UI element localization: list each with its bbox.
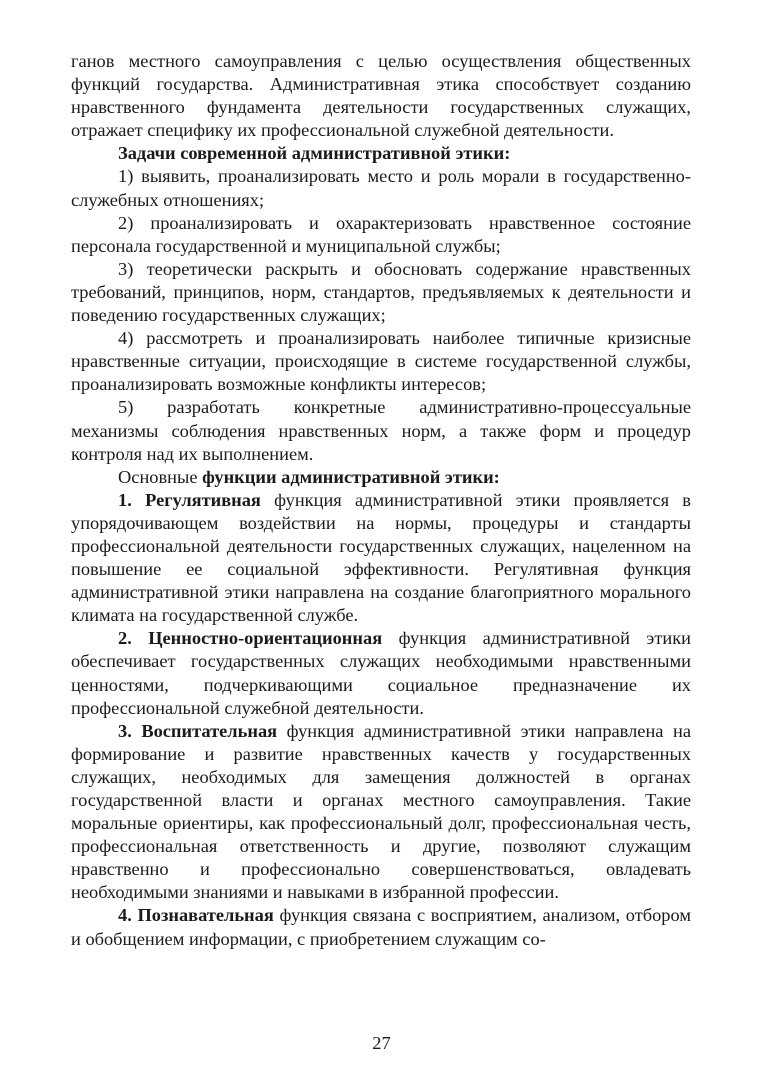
functions-heading-bold: функции административной этики:	[202, 466, 500, 487]
function-item	[71, 904, 691, 950]
page-number: 27	[372, 1033, 391, 1053]
task-item: 2) проанализировать и охарактеризовать нравственное состояние персонала государственной и муниципальной службы;	[71, 212, 691, 256]
function-term: 4. Познавательная	[118, 905, 274, 926]
functions-heading	[71, 466, 691, 489]
function-item	[71, 627, 691, 719]
function-term: 3. Воспитательная	[118, 720, 278, 741]
functions-heading-plain: Основные	[118, 466, 203, 487]
function-item	[71, 720, 691, 905]
paragraph: ганов местного самоуправления с целью осуществления общественных функций государства. Административная этика способствует созданию нравственного фундамента деятельности государственных служащих, отражает специфику их профессиональной служебной деятельности.	[71, 51, 691, 141]
tasks-heading: Задачи современной административной этики:	[118, 143, 511, 164]
task-item: 5) разработать конкретные административно-процессуальные механизмы соблюдения нравственных норм, а также форм и процедур контроля над их выполнением.	[71, 397, 691, 464]
task-item: 4) рассмотреть и проанализировать наиболее типичные кризисные нравственные ситуации, происходящие в системе государственной службы, проанализировать возможные конфликты интересов;	[71, 328, 691, 395]
function-text: функция связана с восприятием, анализом, отбором и обобщением информации, с приобретением служащим со-	[71, 905, 691, 949]
page-body	[71, 50, 691, 951]
task-item: 1) выявить, проанализировать место и роль морали в государственно-служебных отношениях;	[71, 166, 691, 210]
function-text: функция административной этики обеспечивает государственных служащих необходимыми нравственными ценностями, подчеркивающими социальное предназначение их профессиональной служебной деятельности.	[71, 628, 691, 718]
function-item	[71, 489, 691, 628]
function-text: функция административной этики проявляется в упорядочивающем воздействии на нормы, процедуры и стандарты профессиональной деятельности государственных служащих, нацеленном на повышение ее социальной эффективности. Регулятивная функция административной этики направлена на создание благоприятного морального климата на государственной службе.	[71, 489, 691, 626]
function-text: функция административной этики направлена на формирование и развитие нравственных качеств у государственных служащих, необходимых для замещения должностей в органах государственной власти и органах местного самоуправления. Такие моральные ориентиры, как профессиональный долг, профессиональная честь, профессиональная ответственность и другие, позволяют служащим нравственно и профессионально совершенствоваться, овладевать необходимыми знаниями и навыками в избранной профессии.	[71, 720, 691, 903]
function-term: 1. Регулятивная	[118, 489, 261, 510]
function-term: 2. Ценностно-ориентационная	[118, 628, 383, 649]
task-item: 3) теоретически раскрыть и обосновать содержание нравственных требований, принципов, норм, стандартов, предъявляемых к деятельности и поведению государственных служащих;	[71, 258, 691, 326]
